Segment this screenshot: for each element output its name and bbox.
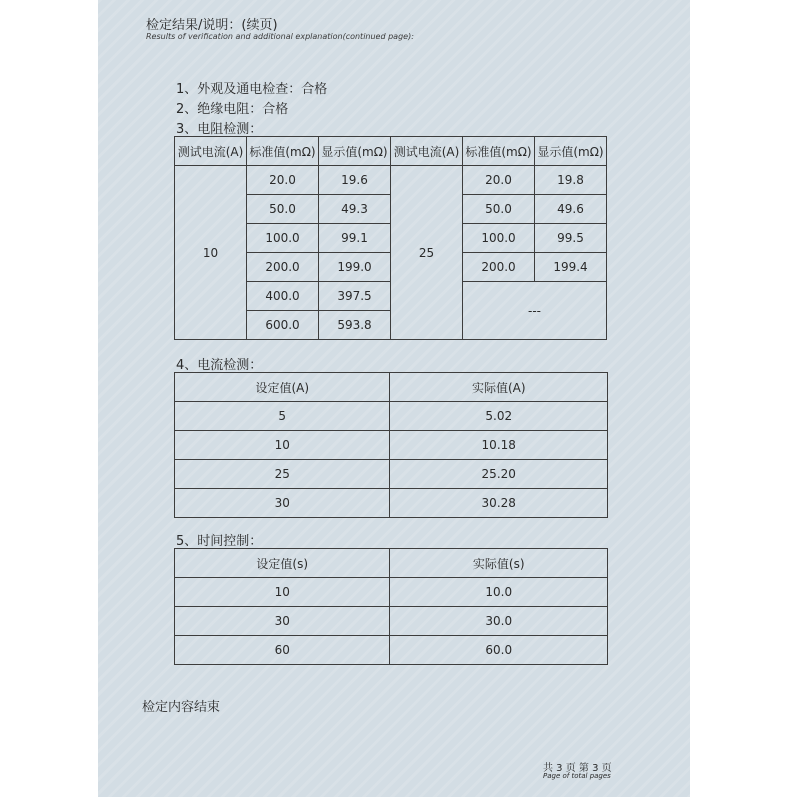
table-row bbox=[175, 578, 608, 607]
table-cell: 10.0 bbox=[390, 578, 608, 607]
table-cell: 5.02 bbox=[390, 402, 608, 431]
table-cell: 50.0 bbox=[247, 195, 319, 224]
table-cell: 30.0 bbox=[390, 607, 608, 636]
table-cell: 20.0 bbox=[247, 166, 319, 195]
table-cell: 60 bbox=[175, 636, 390, 665]
time-table bbox=[174, 548, 608, 665]
item-current-heading: 4、电流检测： bbox=[176, 358, 263, 373]
column-header: 标准值(mΩ) bbox=[247, 137, 319, 166]
table-header-row bbox=[175, 137, 607, 166]
table-row bbox=[175, 636, 608, 665]
table-cell: 19.6 bbox=[319, 166, 391, 195]
table-cell: 49.3 bbox=[319, 195, 391, 224]
table-cell: 60.0 bbox=[390, 636, 608, 665]
item-insulation-resistance: 2、绝缘电阻：合格 bbox=[176, 102, 289, 117]
current-table bbox=[174, 372, 608, 518]
item-resistance-heading: 3、电阻检测： bbox=[176, 122, 263, 137]
table-cell: 397.5 bbox=[319, 282, 391, 311]
table-cell: 10.18 bbox=[390, 431, 608, 460]
left-test-current: 10 bbox=[175, 166, 247, 340]
column-header: 显示值(mΩ) bbox=[319, 137, 391, 166]
resistance-table bbox=[174, 136, 607, 340]
table-cell: 50.0 bbox=[463, 195, 535, 224]
table-cell: 99.5 bbox=[535, 224, 607, 253]
column-header: 实际值(A) bbox=[390, 373, 608, 402]
table-cell: 600.0 bbox=[247, 311, 319, 340]
table-cell: 19.8 bbox=[535, 166, 607, 195]
page-subtitle: Results of verification and additional explanation(continued page): bbox=[146, 32, 414, 41]
table-cell: 10 bbox=[175, 431, 390, 460]
table-cell: 200.0 bbox=[247, 253, 319, 282]
table-cell: 199.0 bbox=[319, 253, 391, 282]
item-time-heading: 5、时间控制： bbox=[176, 534, 263, 549]
item-appearance-check: 1、外观及通电检查：合格 bbox=[176, 82, 328, 97]
table-row bbox=[175, 166, 607, 195]
table-row bbox=[175, 431, 608, 460]
column-header: 测试电流(A) bbox=[175, 137, 247, 166]
table-cell: 25 bbox=[175, 460, 390, 489]
table-cell: 30 bbox=[175, 489, 390, 518]
table-cell: 200.0 bbox=[463, 253, 535, 282]
column-header: 显示值(mΩ) bbox=[535, 137, 607, 166]
table-row bbox=[175, 489, 608, 518]
table-cell: 20.0 bbox=[463, 166, 535, 195]
table-header-row bbox=[175, 373, 608, 402]
table-cell: 199.4 bbox=[535, 253, 607, 282]
table-cell: 30.28 bbox=[390, 489, 608, 518]
table-cell: 100.0 bbox=[463, 224, 535, 253]
page-title: 检定结果/说明：(续页) bbox=[146, 18, 278, 33]
column-header: 标准值(mΩ) bbox=[463, 137, 535, 166]
table-cell: 593.8 bbox=[319, 311, 391, 340]
table-cell: 100.0 bbox=[247, 224, 319, 253]
table-cell: 5 bbox=[175, 402, 390, 431]
table-cell: 99.1 bbox=[319, 224, 391, 253]
column-header: 设定值(A) bbox=[175, 373, 390, 402]
table-cell: 400.0 bbox=[247, 282, 319, 311]
column-header: 实际值(s) bbox=[390, 549, 608, 578]
table-cell: 10 bbox=[175, 578, 390, 607]
table-cell: 49.6 bbox=[535, 195, 607, 224]
page-number-subtitle: Page of total pages bbox=[543, 772, 611, 780]
table-header-row bbox=[175, 549, 608, 578]
table-cell: 25.20 bbox=[390, 460, 608, 489]
column-header: 设定值(s) bbox=[175, 549, 390, 578]
column-header: 测试电流(A) bbox=[391, 137, 463, 166]
right-test-current: 25 bbox=[391, 166, 463, 340]
page-number: 共 3 页 第 3 页 bbox=[543, 763, 612, 774]
table-row bbox=[175, 402, 608, 431]
empty-cell-dashes: --- bbox=[463, 282, 607, 340]
end-of-content-text: 检定内容结束 bbox=[142, 700, 221, 715]
table-row bbox=[175, 460, 608, 489]
table-row bbox=[175, 607, 608, 636]
table-cell: 30 bbox=[175, 607, 390, 636]
